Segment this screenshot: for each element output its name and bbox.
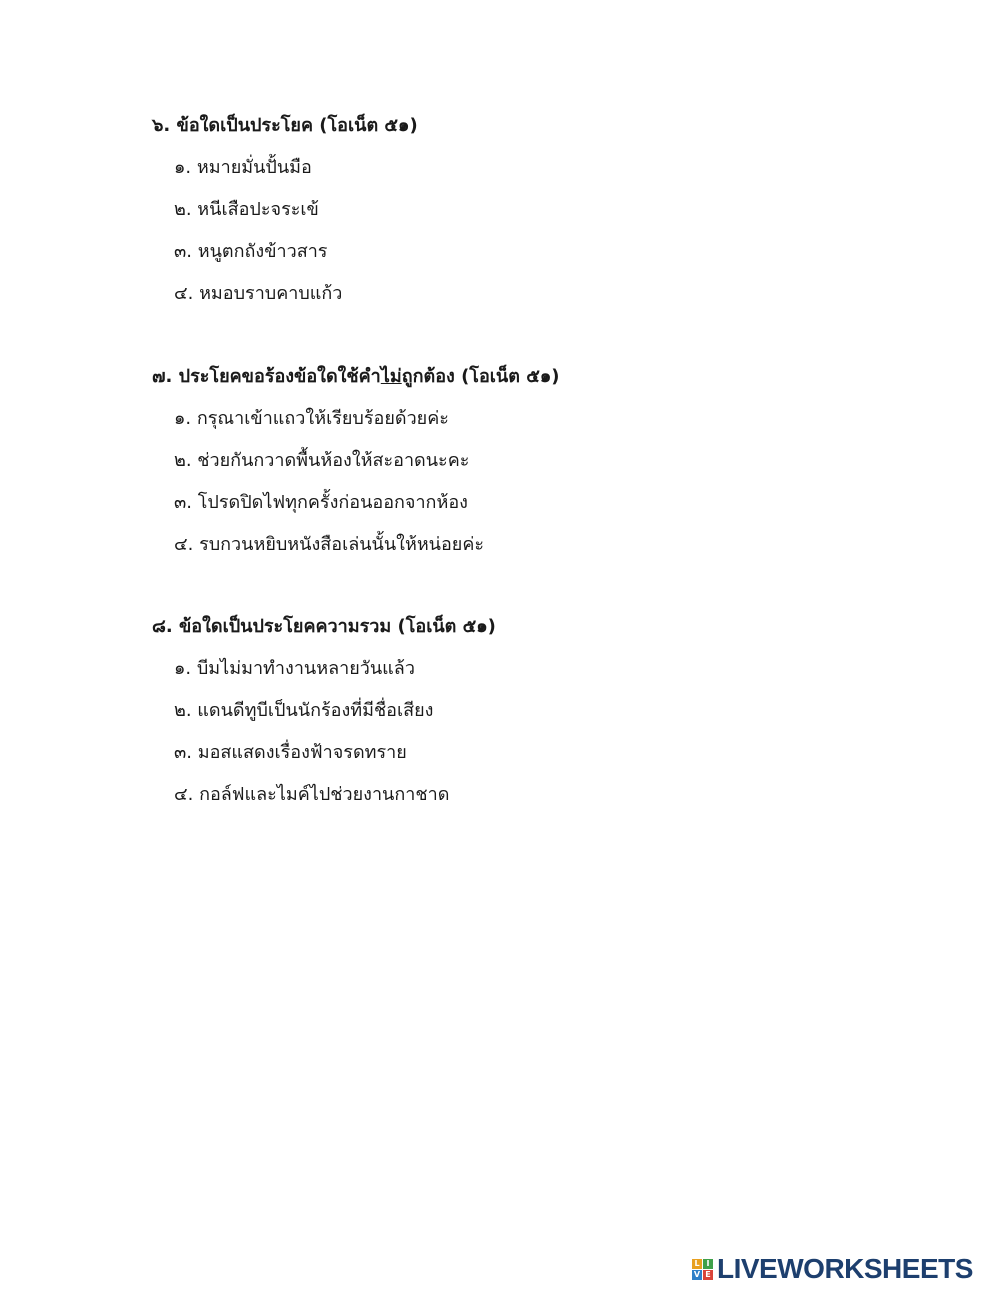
answer-option: ๑. หมายมั่นปั้นมือ (174, 157, 312, 178)
logo-text: LIVEWORKSHEETS (717, 1253, 973, 1284)
answer-option: ๔. หมอบราบคาบแก้ว (174, 283, 343, 304)
question-7 (152, 365, 912, 557)
answer-option: ๓. มอสแสดงเรื่องฟ้าจรดทราย (174, 742, 407, 763)
question-6 (152, 114, 912, 306)
logo-mark-letter: L (692, 1259, 702, 1269)
logo-mark-icon (692, 1259, 713, 1280)
question-title-underlined: ไม่ (380, 366, 402, 387)
answer-option: ๔. กอล์ฟและไมค์ไปช่วยงานกาชาด (174, 784, 450, 805)
question-title-part: ๗. ประโยคขอร้องข้อใดใช้คำ (152, 366, 381, 387)
answer-option: ๑. กรุณาเข้าแถวให้เรียบร้อยด้วยค่ะ (174, 408, 449, 429)
logo-mark-letter: V (693, 1269, 701, 1279)
logo-mark-letter: I (703, 1259, 713, 1269)
answer-option: ๒. ช่วยกันกวาดพื้นห้องให้สะอาดนะคะ (174, 450, 470, 471)
question-title: ๘. ข้อใดเป็นประโยคความรวม (โอเน็ต ๕๑) (152, 616, 496, 637)
logo-mark-letter: E (703, 1270, 713, 1280)
liveworksheets-logo (692, 1254, 973, 1284)
answer-option: ๓. หนูตกถังข้าวสาร (174, 241, 328, 262)
answer-option: ๒. แดนดีทูบีเป็นนักร้องที่มีชื่อเสียง (174, 700, 434, 721)
answer-option: ๔. รบกวนหยิบหนังสือเล่นนั้นให้หน่อยค่ะ (174, 534, 485, 555)
answer-option: ๓. โปรดปิดไฟทุกครั้งก่อนออกจากห้อง (174, 492, 468, 513)
question-8 (152, 615, 912, 807)
answer-option: ๒. หนีเสือปะจระเข้ (174, 199, 319, 220)
question-title: ๖. ข้อใดเป็นประโยค (โอเน็ต ๕๑) (152, 115, 418, 136)
question-title (152, 365, 912, 389)
question-title-part: ถูกต้อง (โอเน็ต ๕๑) (401, 366, 560, 387)
answer-option: ๑. บีมไม่มาทำงานหลายวันแล้ว (174, 658, 415, 679)
